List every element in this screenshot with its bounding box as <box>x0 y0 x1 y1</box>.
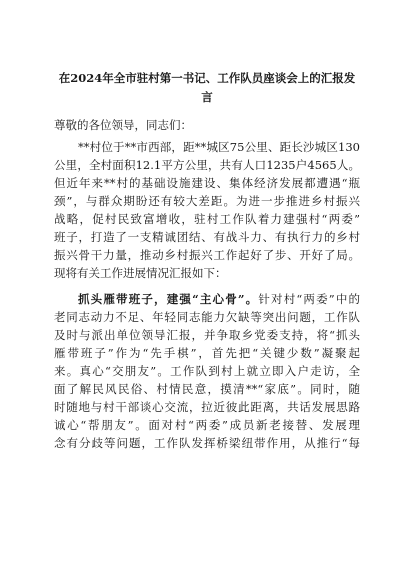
paragraph-2-line: 诚心“帮朋友”。面对村“两委”成员新老接替、发展理 <box>54 418 360 432</box>
paragraph-2-line: 念有分歧等问题，工作队发挥桥梁纽带作用，从推行“每 <box>54 436 360 450</box>
paragraph-2-line: 面了解民风民俗、村情民意，摸清**“家底”。同时，随 <box>54 382 360 396</box>
paragraph-2-first-line-rest: 针对村“两委”中的 <box>258 292 360 306</box>
paragraph-2-line: 时随地与村干部谈心交流，拉近彼此距离，共话发展思路 <box>54 400 360 414</box>
paragraph-1-line: 现将有关工作进展情况汇报如下： <box>54 266 227 280</box>
paragraph-2-line: 老同志动力不足、年轻同志能力欠缺等突出问题，工作队 <box>54 310 360 324</box>
paragraph-1-line: 战略，促村民致富增收，驻村工作队着力建强村“两委” <box>54 212 360 226</box>
paragraph-2-line: 及时与派出单位领导汇报，并争取乡党委支持，将“抓头 <box>54 328 360 342</box>
paragraph-1-line: 班子，打造了一支精诚团结、有战斗力、有执行力的乡村 <box>54 230 360 244</box>
paragraph-2-first-line <box>78 290 360 308</box>
paragraph-1-line: 但近年来**村的基础设施建设、集体经济发展都遭遇“瓶 <box>54 176 360 190</box>
paragraph-1-line: 公里，全村面积12.1平方公里，共有人口1235户4565人。 <box>54 158 360 172</box>
paragraph-2-line: 来。真心“交朋友”。工作队到村上就立即入户走访，全 <box>54 364 360 378</box>
paragraph-2-lead: 抓头雁带班子，建强“主心骨”。 <box>78 292 259 306</box>
document-title-line-2: 言 <box>201 90 213 104</box>
paragraph-1-line: 振兴骨干力量，推动乡村振兴工作起好了步、开好了局。 <box>54 248 360 262</box>
paragraph-2-line: 雁带班子”作为“先手棋”，首先把“关键少数”凝聚起 <box>54 346 360 360</box>
paragraph-1-line: 颈”，与群众期盼还有较大差距。为进一步推进乡村振兴 <box>54 194 360 208</box>
document-title-line-1: 在2024年全市驻村第一书记、工作队员座谈会上的汇报发 <box>58 71 356 85</box>
salutation: 尊敬的各位领导，同志们： <box>54 118 192 132</box>
paragraph-1-line: **村位于**市西部，距**城区75公里、距长沙城区130 <box>78 140 360 154</box>
